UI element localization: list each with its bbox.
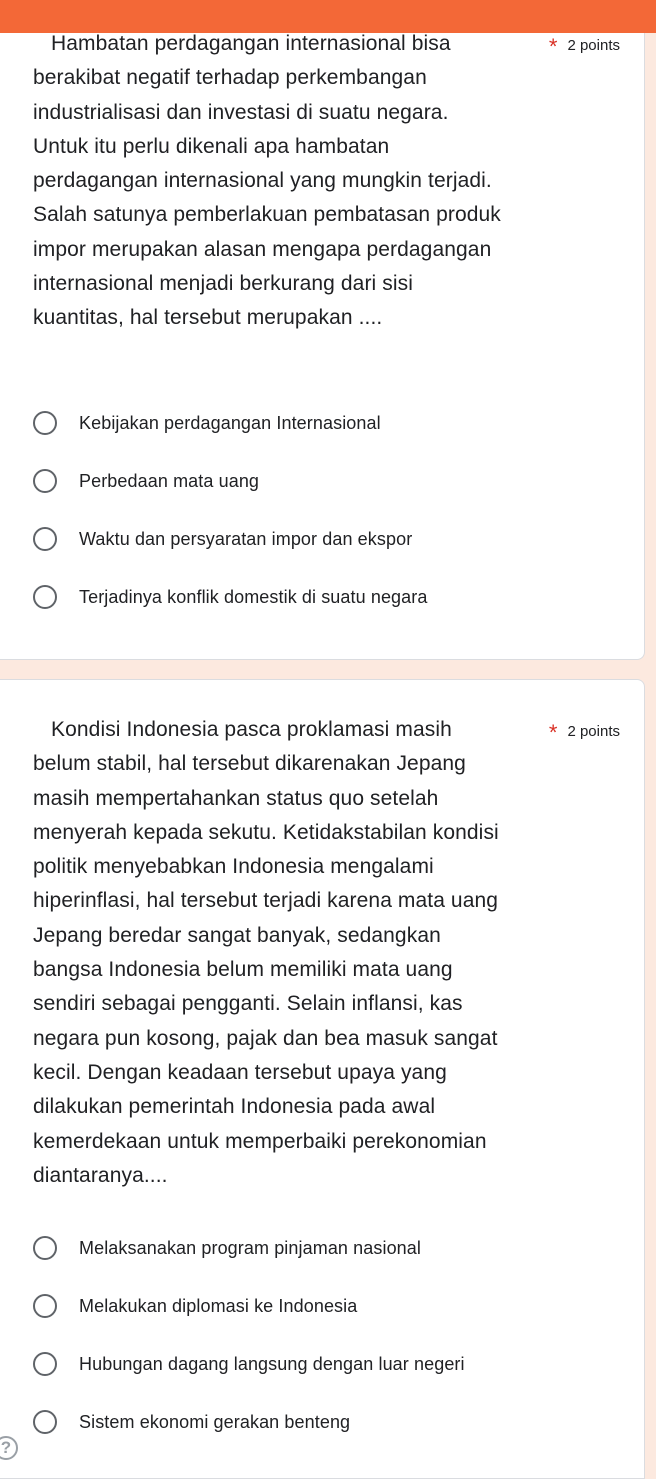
option-4[interactable] xyxy=(33,568,624,626)
option-4[interactable] xyxy=(33,1393,624,1451)
option-1[interactable] xyxy=(33,1219,624,1277)
help-icon[interactable]: ? xyxy=(0,1436,18,1460)
option-label: Terjadinya konflik domestik di suatu negara xyxy=(79,586,428,607)
radio-button[interactable] xyxy=(33,1294,57,1318)
question-header xyxy=(33,713,620,1193)
question-header xyxy=(33,27,620,336)
option-label: Melakukan diplomasi ke Indonesia xyxy=(79,1295,358,1316)
options-list xyxy=(33,1219,624,1451)
option-label: Perbedaan mata uang xyxy=(79,470,260,491)
radio-button[interactable] xyxy=(33,585,57,609)
radio-button[interactable] xyxy=(33,411,57,435)
question-text: Hambatan perdagangan internasional bisa berakibat negatif terhadap perkembangan industrialisasi dan investasi di suatu negara. Untuk itu perlu dikenali apa hambatan perdagangan internasional yang mungkin terjadi. Salah satunya pemberlakuan pembatasan produk impor merupakan alasan mengapa perdagangan internasional menjadi berkurang dari sisi kuantitas, hal tersebut merupakan .... xyxy=(33,32,501,330)
question-card-1 xyxy=(0,33,645,660)
question-card-2 xyxy=(0,679,645,1479)
option-label: Hubungan dagang langsung dengan luar negeri xyxy=(79,1353,465,1374)
option-2[interactable] xyxy=(33,1277,624,1335)
radio-button[interactable] xyxy=(33,1236,57,1260)
question-points xyxy=(549,31,620,58)
option-3[interactable] xyxy=(33,1335,624,1393)
radio-button[interactable] xyxy=(33,469,57,493)
option-label: Sistem ekonomi gerakan benteng xyxy=(79,1411,351,1432)
options-list xyxy=(33,394,624,626)
radio-button[interactable] xyxy=(33,527,57,551)
points-label: 2 points xyxy=(567,37,620,54)
points-label: 2 points xyxy=(567,723,620,740)
option-label: Waktu dan persyaratan impor dan ekspor xyxy=(79,528,413,549)
option-2[interactable] xyxy=(33,452,624,510)
option-3[interactable] xyxy=(33,510,624,568)
option-1[interactable] xyxy=(33,394,624,452)
option-label: Melaksanakan program pinjaman nasional xyxy=(79,1237,421,1258)
radio-button[interactable] xyxy=(33,1352,57,1376)
required-asterisk: * xyxy=(548,34,558,59)
radio-button[interactable] xyxy=(33,1410,57,1434)
question-points xyxy=(549,717,620,744)
question-text: Kondisi Indonesia pasca proklamasi masih belum stabil, hal tersebut dikarenakan Jepang masih mempertahankan status quo setelah menyerah kepada sekutu. Ketidakstabilan kondisi politik menyebabkan Indonesia mengalami hiperinflasi, hal tersebut terjadi karena mata uang Jepang beredar sangat banyak, sedangkan bangsa Indonesia belum memiliki mata uang sendiri sebagai pengganti. Selain inflansi, kas negara pun kosong, pajak dan bea masuk sangat kecil. Dengan keadaan tersebut upaya yang dilakukan pemerintah Indonesia pada awal kemerdekaan untuk memperbaiki perekonomian diantaranya.... xyxy=(33,718,499,1187)
option-label: Kebijakan perdagangan Internasional xyxy=(79,412,381,433)
required-asterisk: * xyxy=(548,720,558,745)
